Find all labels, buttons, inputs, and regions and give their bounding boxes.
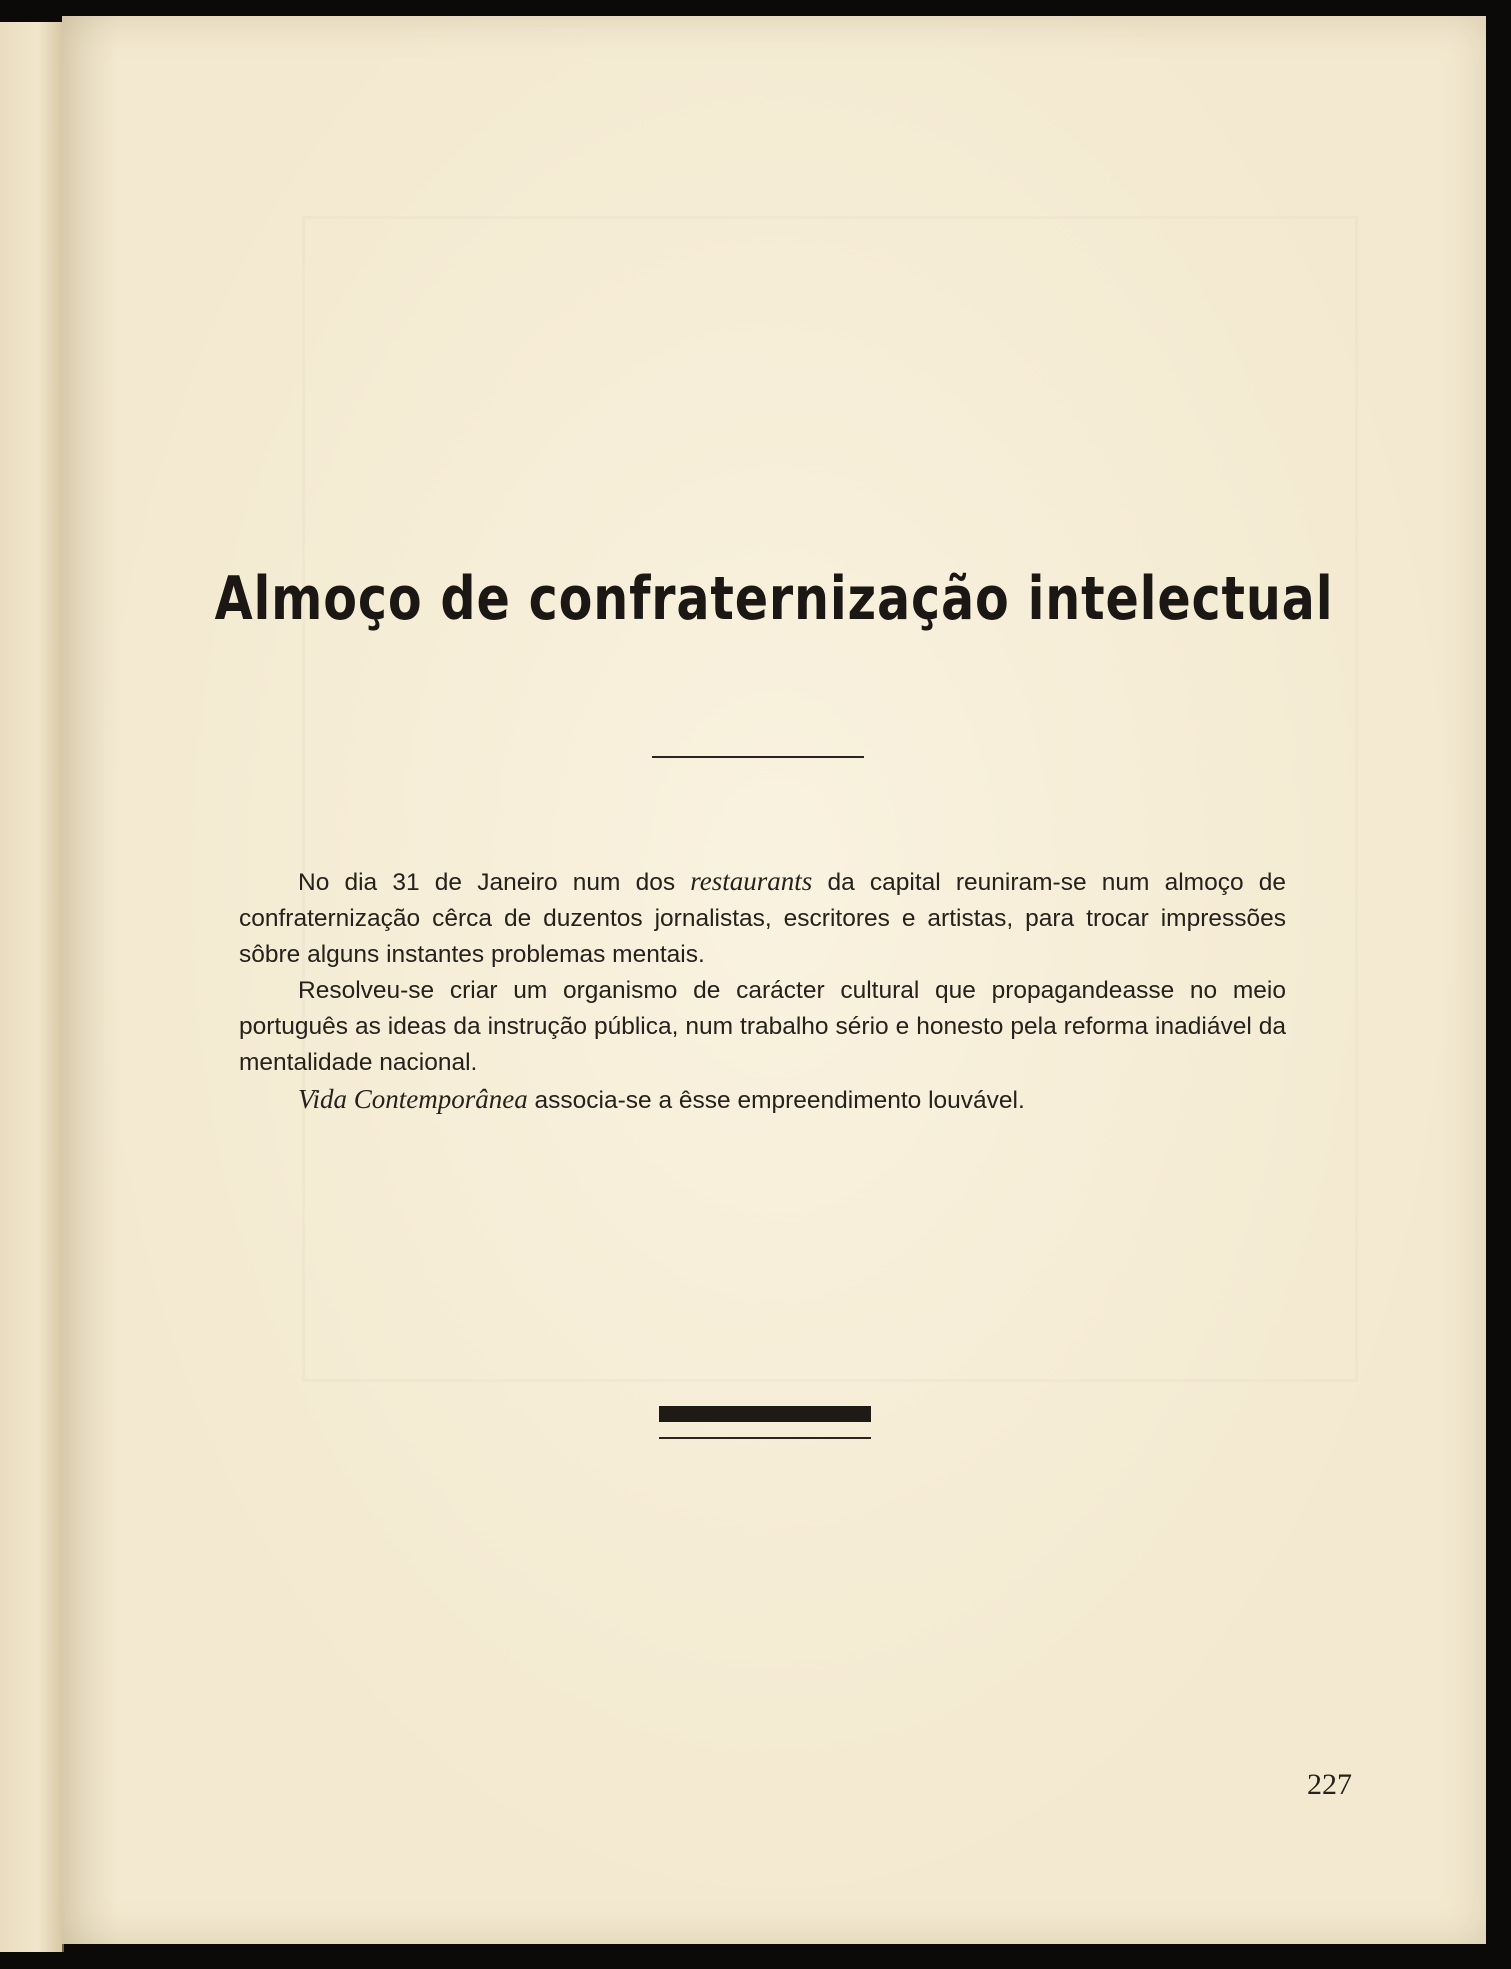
article-title: Almoço de confraternização intelectual: [214, 564, 1334, 634]
paragraph-3-text: associa-se a êsse empreendimento louvável.: [527, 1087, 1025, 1114]
paragraph-1-text-end: da capital reuniram-se num almoço de confraternização cêrca de duzentos jornalistas, escritores e artistas, para trocar impressões sôbre alguns instantes problemas mentais.: [239, 869, 1286, 968]
title-divider: [652, 756, 864, 758]
paragraph-2-text: Resolveu-se criar um organismo de carácter cultural que propagandeasse no meio português as ideas da instrução pública, num trabalho sério e honesto pela reforma inadiável da mentalidade nacional.: [239, 977, 1286, 1076]
paragraph-1-text-start: No dia 31 de Janeiro num dos: [298, 869, 691, 896]
page-number: 227: [1307, 1768, 1352, 1801]
magazine-name-italic: Vida Contemporânea: [298, 1084, 528, 1114]
closing-thick-rule: [659, 1406, 871, 1422]
facing-page-edge: [0, 22, 64, 1952]
article-body: [239, 863, 1286, 1119]
paragraph-1: [239, 863, 1286, 973]
paragraph-1-italic: restaurants: [690, 866, 813, 896]
show-through-shadow: [302, 216, 1358, 1382]
page: [62, 16, 1486, 1944]
paragraph-2: [239, 973, 1286, 1081]
paragraph-3: [239, 1081, 1286, 1119]
closing-thin-rule: [659, 1437, 871, 1439]
